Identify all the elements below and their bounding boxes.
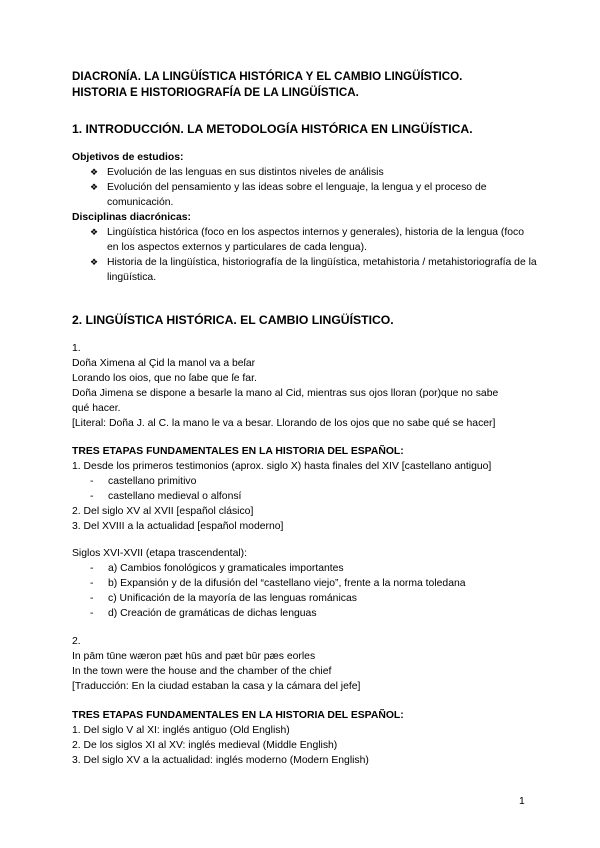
bullet-icon: ❖ <box>90 257 99 267</box>
stages-heading: TRES ETAPAS FUNDAMENTALES EN LA HISTORIA DEL ESPAÑOL: <box>72 446 404 457</box>
list-item: - castellano medieval o alfonsí <box>90 491 242 502</box>
example-1: 1. Doña Ximena al Çid la manol va a beſar Lorando los oios, que no ſabe que ſe far. Doña Jimena se dispone a besarle la mano al Cid, mientras sus ojos lloran (por)que no sabe qué hacer. [Literal: Doña J. al C. la mano le va a besar. Llorando de los ojos que no sabe qué se hacer] <box>72 343 499 429</box>
section2-heading: 2. LINGÜÍSTICA HISTÓRICA. EL CAMBIO LINGÜÍSTICO. <box>72 313 394 327</box>
stages-english: TRES ETAPAS FUNDAMENTALES EN LA HISTORIA DEL ESPAÑOL: 1. Del siglo V al XI: inglés antiguo (Old English) 2. De los siglos XI al XV: inglés medieval (Middle English) 3. Del siglo XV a la actualidad: inglés moderno (Modern English) <box>72 708 532 768</box>
example-2: 2. In pām tūne wæron pæt hūs and pæt būr pæs eorles In the town were the house and the chamber of the chief [Traducción: En la ciudad estaban la casa y la cámara del jefe] <box>72 636 361 692</box>
bullet-icon: ❖ <box>90 227 99 237</box>
list-item: ❖ Historia de la lingüística, historiografía de la lingüística, metahistoria / metahistoriografía de la lingüística. <box>90 257 537 283</box>
section1-heading: 1. INTRODUCCIÓN. LA METODOLOGÍA HISTÓRICA EN LINGÜÍSTICA. <box>72 122 473 136</box>
disciplinas-label: Disciplinas diacrónicas: <box>72 212 191 223</box>
list-item: ❖ Evolución del pensamiento y las ideas sobre el lenguaje, la lengua y el proceso de comunicación. <box>90 182 487 208</box>
list-item: - a) Cambios fonológicos y gramaticales importantes <box>90 563 344 574</box>
stages-spanish: TRES ETAPAS FUNDAMENTALES EN LA HISTORIA DEL ESPAÑOL: 1. Desde los primeros testimonios (aprox. siglo X) hasta finales del XIV [castellano antiguo] - castellano primitivo - castellano medieval o alfonsí 2. Del siglo XV al XVII [español clásico] 3. Del XVIII a la actualidad [español moderno] <box>72 444 532 534</box>
section1-body <box>72 150 537 285</box>
bullet-icon: ❖ <box>90 182 99 192</box>
objetivos-label: Objetivos de estudios: <box>72 152 184 163</box>
list-item: - castellano primitivo <box>90 476 197 487</box>
list-item: - c) Unificación de la mayoría de las lenguas románicas <box>90 593 357 604</box>
siglos-block: Siglos XVI-XVII (etapa trascendental): - a) Cambios fonológicos y gramaticales importantes - b) Expansión y de la difusión del “castellano viejo”, frente a la norma toledana - c) Unificación de la mayoría de las lenguas románicas - d) Creación de gramáticas de dichas lenguas <box>72 546 532 621</box>
page-number: 1 <box>519 796 525 807</box>
bullet-icon: ❖ <box>90 167 99 177</box>
list-item: ❖ Lingüística histórica (foco en los aspectos internos y generales), historia de la lengua (foco en los aspectos externos y particulares de cada lengua). <box>90 227 525 253</box>
list-item: ❖ Evolución de las lenguas en sus distintos niveles de análisis <box>90 167 384 178</box>
list-item: - d) Creación de gramáticas de dichas lenguas <box>90 608 317 619</box>
stages-heading: TRES ETAPAS FUNDAMENTALES EN LA HISTORIA DEL ESPAÑOL: <box>72 710 404 721</box>
document-title: DIACRONÍA. LA LINGÜÍSTICA HISTÓRICA Y EL CAMBIO LINGÜÍSTICO. HISTORIA E HISTORIOGRAFÍA DE LA LINGÜÍSTICA. <box>72 70 463 99</box>
list-item: - b) Expansión y de la difusión del “castellano viejo”, frente a la norma toledana <box>90 578 466 589</box>
